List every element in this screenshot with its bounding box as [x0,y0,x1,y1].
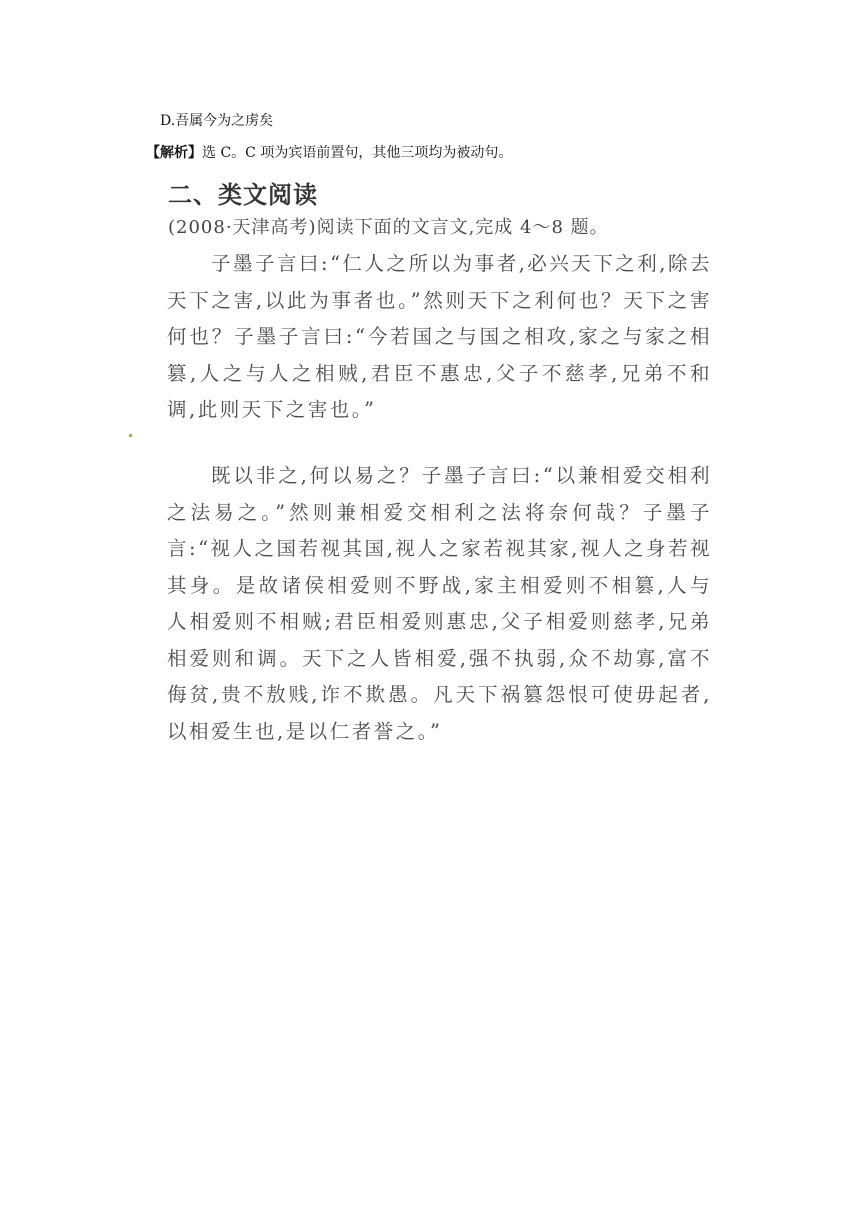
passage-paragraph-2: 既以非之,何以易之？子墨子言曰:“以兼相爱交相利之法易之。”然则兼相爱交相利之法将奈何哉？子墨子言:“视人之国若视其国,视人之家若视其家,视人之身若视其身。是故诸侯相爱则不野战,家主相爱则不相篡,人与人相爱则不相贼;君臣相爱则惠忠,父子相爱则慈孝,兄弟相爱则和调。天下之人皆相爱,强不执弱,众不劫寡,富不侮贫,贵不敖贱,诈不欺愚。凡天下祸篡怨恨可使毋起者,以相爱生也,是以仁者誉之。” [167,464,712,743]
analysis-line [146,143,512,163]
analysis-text: 选 C。C 项为宾语前置句，其他三项均为被动句。 [202,145,513,161]
analysis-tag: 【解析】 [146,145,202,161]
source-line: (2008·天津高考)阅读下面的文言文,完成 4～8 题。 [168,217,609,238]
scan-dot-marker [129,434,132,437]
passage-paragraph-1: 子墨子言曰:“仁人之所以为事者,必兴天下之利,除去天下之害,以此为事者也。”然则天下之利何也？天下之害何也？子墨子言曰:“今若国之与国之相攻,家之与家之相篡,人之与人之相贼,君臣不惠忠,父子不慈孝,兄弟不和调,此则天下之害也。” [167,252,712,421]
section-title: 二、类文阅读 [168,181,318,209]
option-d: D.吾属今为之虏矣 [160,113,274,129]
